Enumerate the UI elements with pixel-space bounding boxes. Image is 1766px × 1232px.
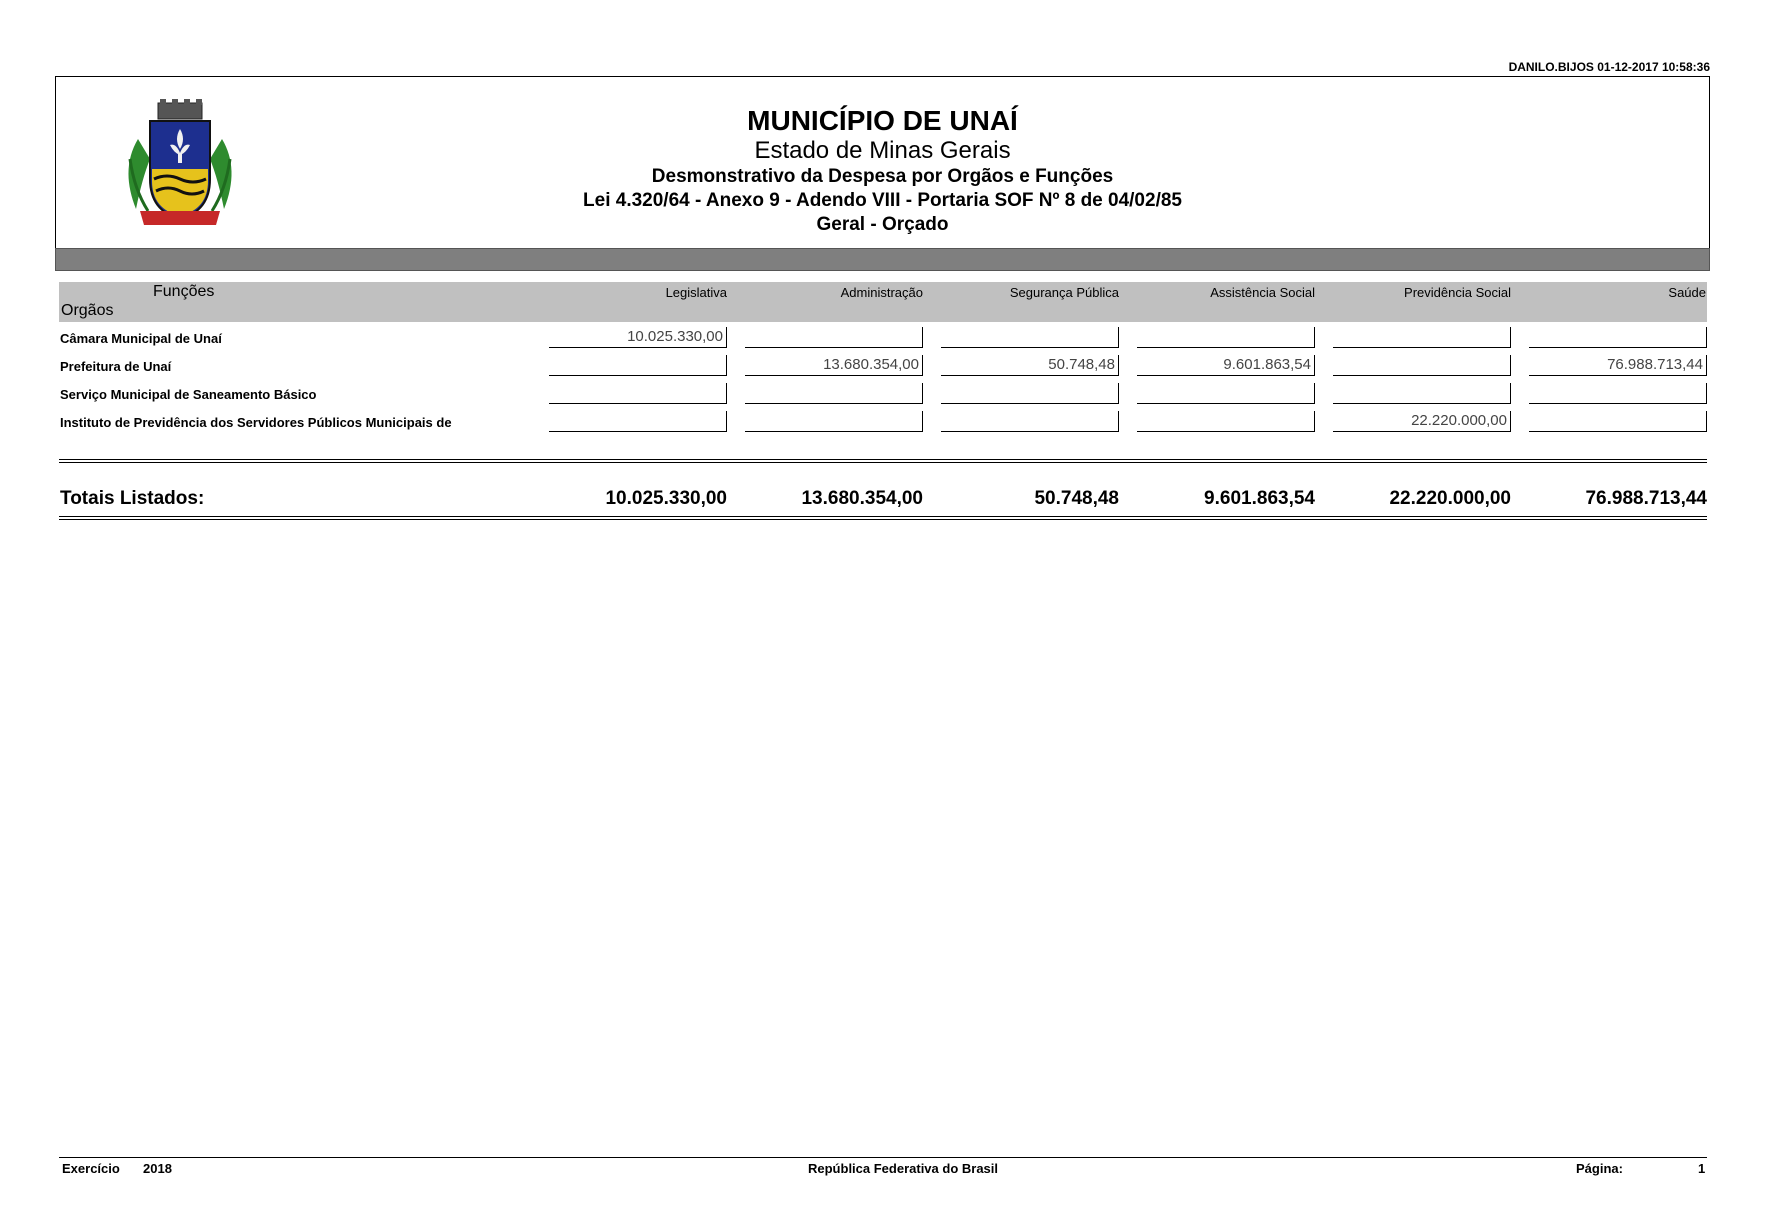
table-cell [941, 383, 1119, 404]
column-header: Assistência Social [1210, 285, 1315, 300]
table-cell [549, 355, 727, 376]
orgaos-label: Orgãos [61, 302, 114, 319]
table-cell [745, 383, 923, 404]
header-band [55, 248, 1710, 271]
total-value: 22.220.000,00 [1389, 488, 1511, 509]
report-title: Desmonstrativo da Despesa por Orgãos e Funções [651, 166, 1114, 187]
exercicio-year: 2018 [143, 1161, 172, 1176]
divider [59, 462, 1707, 463]
report-scope: Geral - Orçado [816, 214, 949, 235]
table-cell [941, 411, 1119, 432]
table-cell [1137, 327, 1315, 348]
table-cell [745, 411, 923, 432]
column-header: Segurança Pública [1009, 285, 1119, 300]
footer-divider [59, 1157, 1707, 1158]
table-row-label: Instituto de Previdência dos Servidores Públicos Municipais de [60, 415, 452, 430]
table-cell [549, 383, 727, 404]
table-cell: 9.601.863,54 [1137, 355, 1315, 376]
table-row-label: Serviço Municipal de Saneamento Básico [60, 387, 317, 402]
total-value: 9.601.863,54 [1204, 488, 1315, 509]
column-header: Previdência Social [1404, 285, 1511, 300]
totals-label: Totais Listados: [60, 488, 205, 509]
exercicio-label: Exercício [62, 1161, 120, 1176]
table-row-label: Câmara Municipal de Unaí [60, 331, 222, 346]
table-cell [1333, 327, 1511, 348]
total-value: 76.988.713,44 [1585, 488, 1707, 509]
table-cell [1529, 383, 1707, 404]
total-value: 13.680.354,00 [801, 488, 923, 509]
page-label: Página: [1576, 1161, 1623, 1176]
table-cell [745, 327, 923, 348]
print-stamp: DANILO.BIJOS 01-12-2017 10:58:36 [1508, 60, 1710, 74]
state-subtitle: Estado de Minas Gerais [754, 137, 1011, 164]
table-cell [1137, 383, 1315, 404]
municipality-title: MUNICÍPIO DE UNAÍ [747, 105, 1018, 136]
table-header [59, 282, 1707, 322]
column-header: Administração [840, 285, 923, 300]
column-header: Saúde [1668, 285, 1706, 300]
table-cell [1333, 383, 1511, 404]
total-value: 50.748,48 [1034, 488, 1119, 509]
divider [59, 459, 1707, 460]
table-cell [941, 327, 1119, 348]
table-cell [1137, 411, 1315, 432]
table-cell: 10.025.330,00 [549, 327, 727, 348]
total-value: 10.025.330,00 [605, 488, 727, 509]
table-cell [1529, 411, 1707, 432]
table-cell [1333, 355, 1511, 376]
divider [59, 516, 1707, 517]
table-cell: 76.988.713,44 [1529, 355, 1707, 376]
funcoes-label: Funções [153, 283, 215, 300]
table-cell [549, 411, 727, 432]
divider [59, 519, 1707, 520]
column-header: Legislativa [665, 285, 727, 300]
table-cell: 13.680.354,00 [745, 355, 923, 376]
table-cell [1529, 327, 1707, 348]
report-header [55, 76, 1710, 271]
table-cell: 50.748,48 [941, 355, 1119, 376]
page-number: 1 [1698, 1161, 1706, 1176]
table-cell: 22.220.000,00 [1333, 411, 1511, 432]
law-reference: Lei 4.320/64 - Anexo 9 - Adendo VIII - Portaria SOF Nº 8 de 04/02/85 [583, 190, 1182, 211]
table-row-label: Prefeitura de Unaí [60, 359, 172, 374]
footer-center: República Federativa do Brasil [808, 1161, 999, 1176]
